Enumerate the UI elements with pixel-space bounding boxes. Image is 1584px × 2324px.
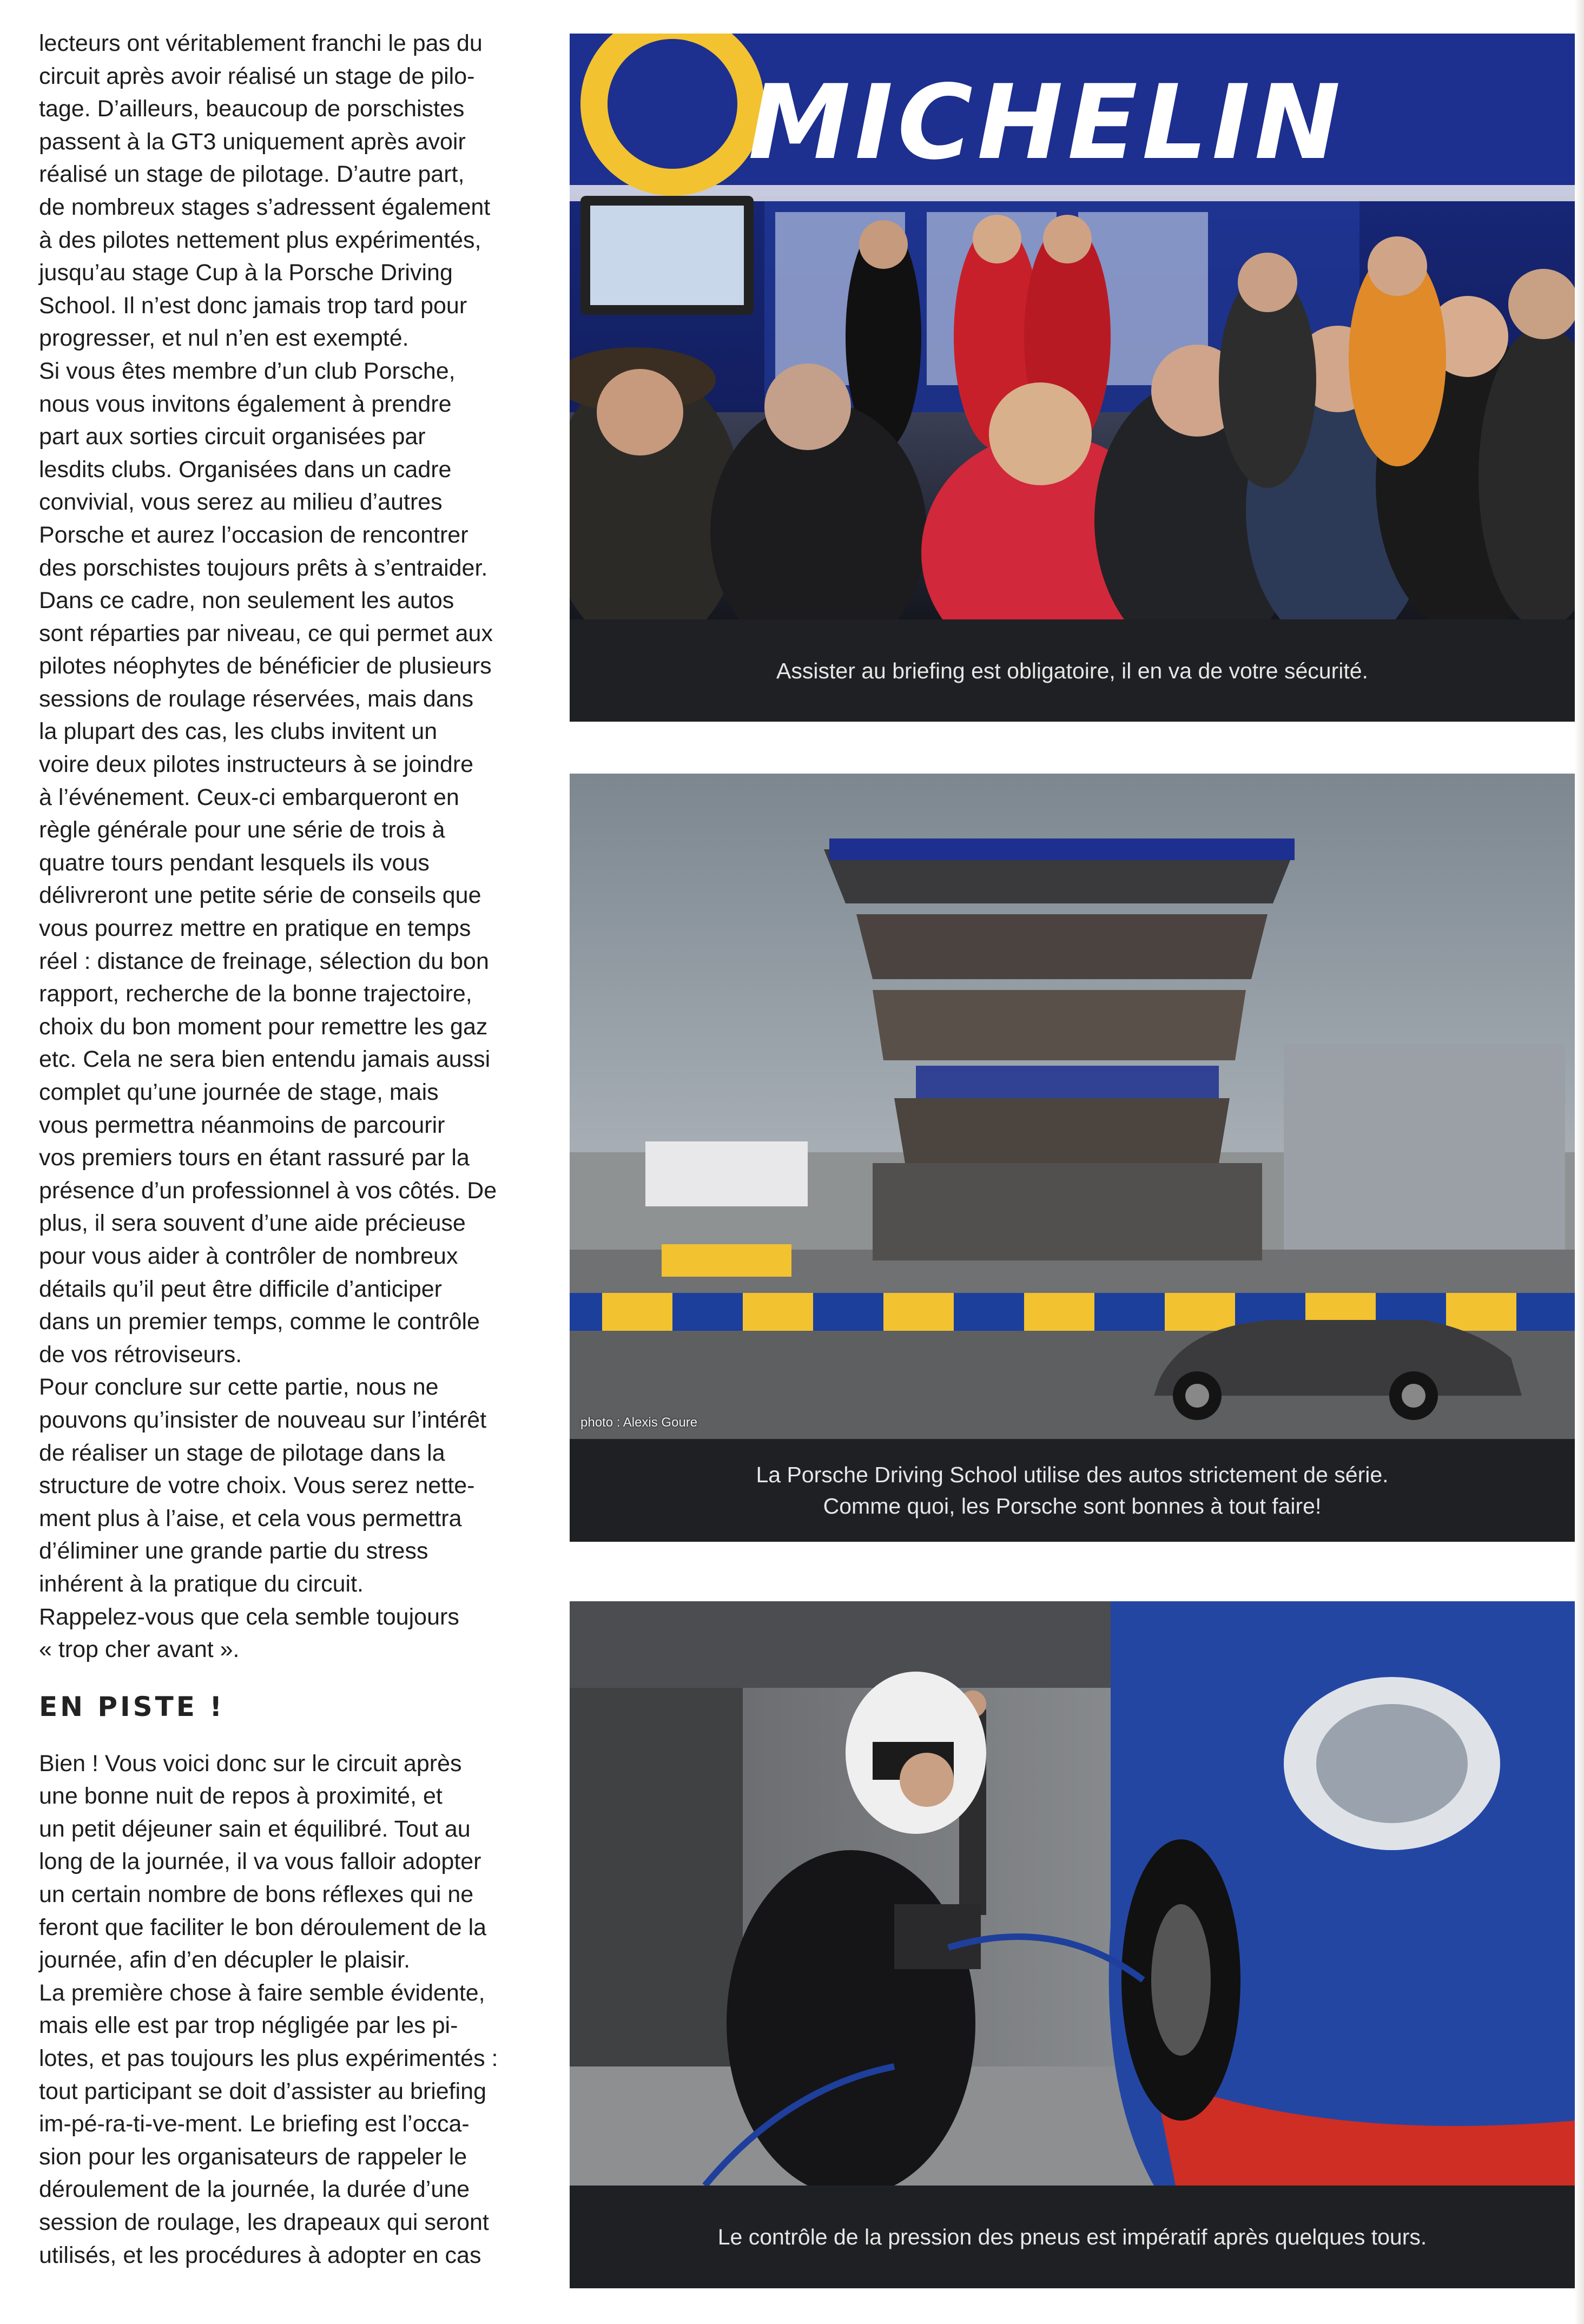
article-paragraph: Pour conclure sur cette partie, nous ne pouvons qu’insister de nouveau sur l’intérêt de réaliser un stage de pilotage dans la structure de votre choix. Vous serez nette- ment plus à l’aise, et cela vous permettra d’éliminer une grande partie du stress inhérent à la pratique du circuit. [39,1374,487,1597]
photo-credit: photo : Alexis Goure [580,1415,698,1430]
article-paragraph: Bien ! Vous voici donc sur le circuit après une bonne nuit de repos à proximité, et un petit déjeuner sain et équilibré. Tout au long de la journée, il va vous falloir adopter un certain nombre de bons réflexes qui ne feront que faciliter le bon déroulement de la journée, afin d’en décupler le plaisir. [39,1750,487,1973]
caption-line: Comme quoi, les Porsche sont bonnes à tout faire! [823,1494,1322,1518]
article-text-column [39,27,526,2272]
section-heading: EN PISTE ! [39,1691,225,1722]
article-paragraph: lecteurs ont véritablement franchi le pas du circuit après avoir réalisé un stage de pilo- tage. D’ailleurs, beaucoup de porschistes passent à la GT3 uniquement après avoir réalisé un stage de pilotage. D’autre part, de nombreux stages s’adressent également à des pilotes nettement plus expérimentés, jusqu’au stage Cup à la Porsche Driving School. Il n’est donc jamais trop tard pour progresser, et nul n’en est exempté. [39,30,491,352]
caption-text: Assister au briefing est obligatoire, il en va de votre sécurité. [776,658,1368,683]
photo-card-briefing [570,34,1575,722]
page-edge-shadow [1574,0,1584,2324]
photo-caption [570,1439,1575,1542]
caption-text: Le contrôle de la pression des pneus est impératif après quelques tours. [717,2224,1427,2249]
article-paragraph: Rappelez-vous que cela semble toujours « trop cher avant ». [39,1603,459,1663]
caption-line: La Porsche Driving School utilise des autos strictement de série. [756,1462,1389,1487]
photo-card-tire-check [570,1601,1575,2288]
michelin-sign: MICHELIN [748,63,1345,182]
photo-caption [570,2186,1575,2288]
article-paragraph: La première chose à faire semble évidente, mais elle est par trop négligée par les pi- lotes, et pas toujours les plus expérimentés : tout participant se doit d’assister au briefing im-pé-ra-ti-ve-ment. Le briefing est l’occa- sion pour les organisateurs de rappeler le déroulement de la journée, la durée d’une session de roulage, les drapeaux qui seront utilisés, et les procédures à adopter en cas [39,1979,498,2268]
tower-photo [570,774,1575,1439]
briefing-photo [570,34,1575,619]
photo-caption [570,619,1575,722]
article-paragraph: Si vous êtes membre d’un club Porsche, nous vous invitons également à prendre part aux sorties circuit organisées par lesdits clubs. Organisées dans un cadre convivial, vous serez au milieu d’autres Porsche et aurez l’occasion de rencontrer des porschistes toujours prêts à s’entraider. Dans ce cadre, non seulement les autos sont réparties par niveau, ce qui permet aux pilotes néophytes de bénéficier de plusieurs sessions de roulage réservées, mais dans la plupart des cas, les clubs invitent un voire deux pilotes instructeurs à se joindre à l’événement. Ceux-ci embarqueront en règle générale pour une série de trois à quatre tours pendant lesquels ils vous délivreront une petite série de conseils que vous pourrez mettre en pratique en temps réel : distance de freinage, sélection du bon rapport, recherche de la bonne trajectoire, choix du bon moment pour remettre les gaz etc. Cela ne sera bien entendu jamais aussi complet qu’une journée de stage, mais vous permettra néanmoins de parcourir vos premiers tours en étant rassuré par la présence d’un professionnel à vos côtés. De plus, il sera souvent d’une aide précieuse pour vous aider à contrôler de nombreux détails qu’il peut être difficile d’anticiper dans un premier temps, comme le contrôle de vos rétroviseurs. [39,358,497,1368]
photo-card-tower [570,774,1575,1542]
tire-check-photo [570,1601,1575,2186]
